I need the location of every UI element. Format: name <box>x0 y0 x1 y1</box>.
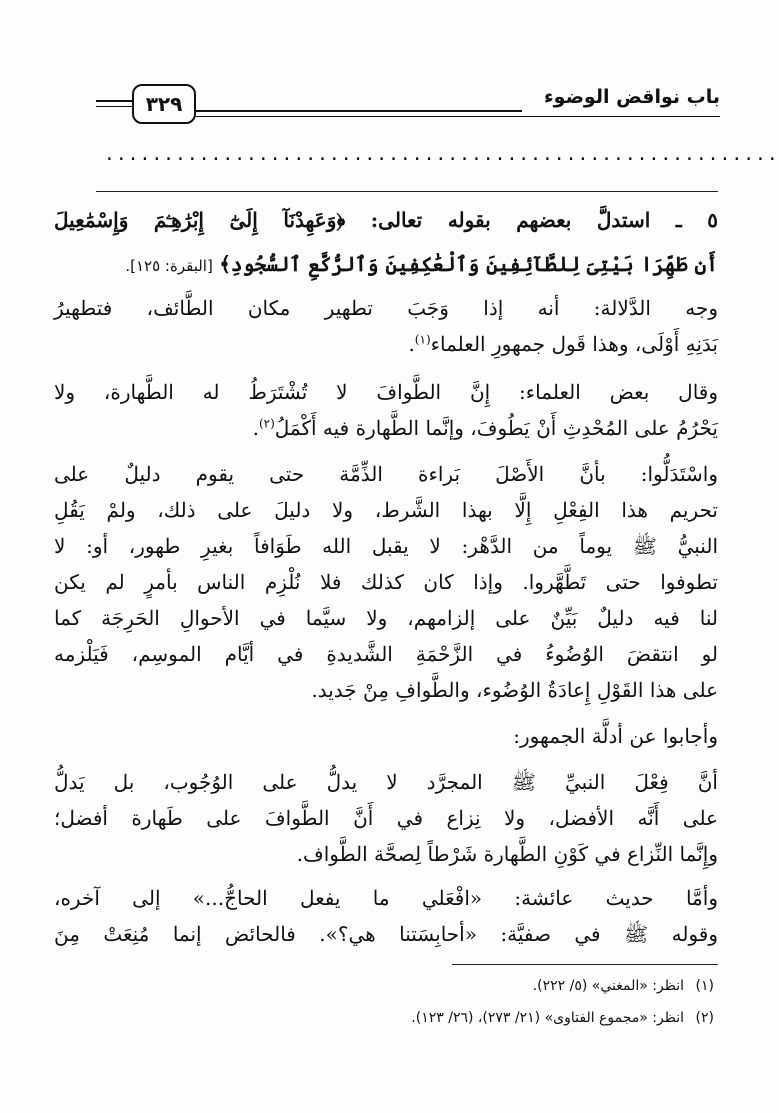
chapter-title: باب نواقض الوضوء <box>543 86 720 108</box>
footnote: (١)انظر: «المغني» (٥/ ٢٢٢). <box>532 978 714 994</box>
verse-citation: [البقرة: ١٢٥]. <box>125 257 213 275</box>
header-rule-bottom <box>96 106 132 107</box>
text-line: وقال بعض العلماء: إِنَّ الطَّوافَ لا تُشْتَرَطُ له الطَّهارة، ولا <box>54 380 718 404</box>
text-line: واسْتَدَلُّوا: بأنَّ الأَصْلَ بَراءة الذِّمَّة حتى يقوم دليلٌ على <box>54 462 718 486</box>
section-divider <box>96 191 718 192</box>
text-line: أَن طَهِّرَا بَيْتِىَ لِلطَّآئِفِينَ وَٱلْعَٰكِفِينَ وَٱلرُّكَّعِ ٱلسُّجُودِ﴾ [البقرة: ١٢٥]. <box>125 252 718 276</box>
text-line: أنَّ فِعْلَ النبيِّ ﷺ المجرَّد لا يدلُّ على الوُجُوب، بل يَدلُّ <box>54 770 718 794</box>
text-line: وأمَّا حديث عائشة: «افْعَلي ما يفعل الحاجُّ...» إلى آخره، <box>54 886 718 910</box>
footnote-divider <box>452 964 718 965</box>
subheading: وأجابوا عن أدلَّة الجمهور: <box>513 724 718 748</box>
text-line: وإِنَّما النِّزاع في كَوْنِ الطَّهارة شَرْطاً لِصحَّة الطَّواف. <box>296 842 718 866</box>
footnote: (٢)انظر: «مجموع الفتاوى» (٢١/ ٢٧٣)، (٢٦/ ١٢٣). <box>411 1010 714 1026</box>
text-line: على هذا القَوْلِ إِعادَةُ الوُضُوء، والطَّوافِ مِنْ جَديد. <box>311 678 718 702</box>
text-line: لنا فيه دليلٌ بَيِّنٌ على إلزامهم، ولا سيَّما في الأحوالِ الحَرِجَة كما <box>54 606 718 630</box>
text-line: على أَنَّه الأفضل، ولا نِزاع في أَنَّ الطَّوافَ على طَهارة أفضل؛ <box>54 806 718 830</box>
text-line: لو انتقضَ الوُضُوءُ في الزَّحْمَةِ الشَّديدةِ في أيَّام الموسِم، فَيَلْزمه <box>54 642 718 666</box>
page-number: ٣٢٩ <box>132 84 196 124</box>
header-rule-bottom-right <box>196 116 720 117</box>
text-line: تحريم هذا الفِعْلِ إِلَّا بهذا الشَّرط، ولا دليلَ على ذلك، ولمْ يَقُلِ <box>54 498 718 522</box>
header-rule-top <box>96 100 132 102</box>
text-line: يَحْرُمُ على المُحْدِثِ أَنْ يَطُوفَ، وإنَّما الطَّهارة فيه أَكْمَلُ$^{(٢)}$. <box>252 416 718 440</box>
text-line: وقوله ﷺ في صفيَّة: «أحابِسَتنا هي؟». فالحائض إنما مُنِعَتْ مِنَ <box>54 922 718 946</box>
text-line: تطوفوا حتى تَطَّهَّروا. وإذا كان كذلك فلا نُلْزِم الناس بأمرٍ لم يكن <box>54 570 718 594</box>
footnote-ref: (١) <box>414 332 431 347</box>
text-line: بَدَنِهِ أَوْلَى، وهذا قَول جمهورِ العلماء$^{(١)}$. <box>408 332 718 356</box>
header-rule-top-right <box>196 110 522 112</box>
text-line: النبيُّ ﷺ يوماً من الدَّهْر: لا يقبل الله طَوَافاً بغيرِ طهور، أو: لا <box>54 534 718 558</box>
text-line: ٥ ـ استدلَّ بعضهم بقوله تعالى: ﴿وَعَهِدْنَآ إِلَىٰٓ إِبْرَٰهِـۧمَ وَإِسْمَٰعِيلَ <box>54 208 718 232</box>
footnote-ref: (٢) <box>258 416 275 431</box>
ellipsis-line: ......................................................... <box>104 144 779 165</box>
text-line: وجه الدَّلالة: أنه إذا وَجَبَ تطهير مكان الطَّائف، فتطهيرُ <box>54 296 718 320</box>
